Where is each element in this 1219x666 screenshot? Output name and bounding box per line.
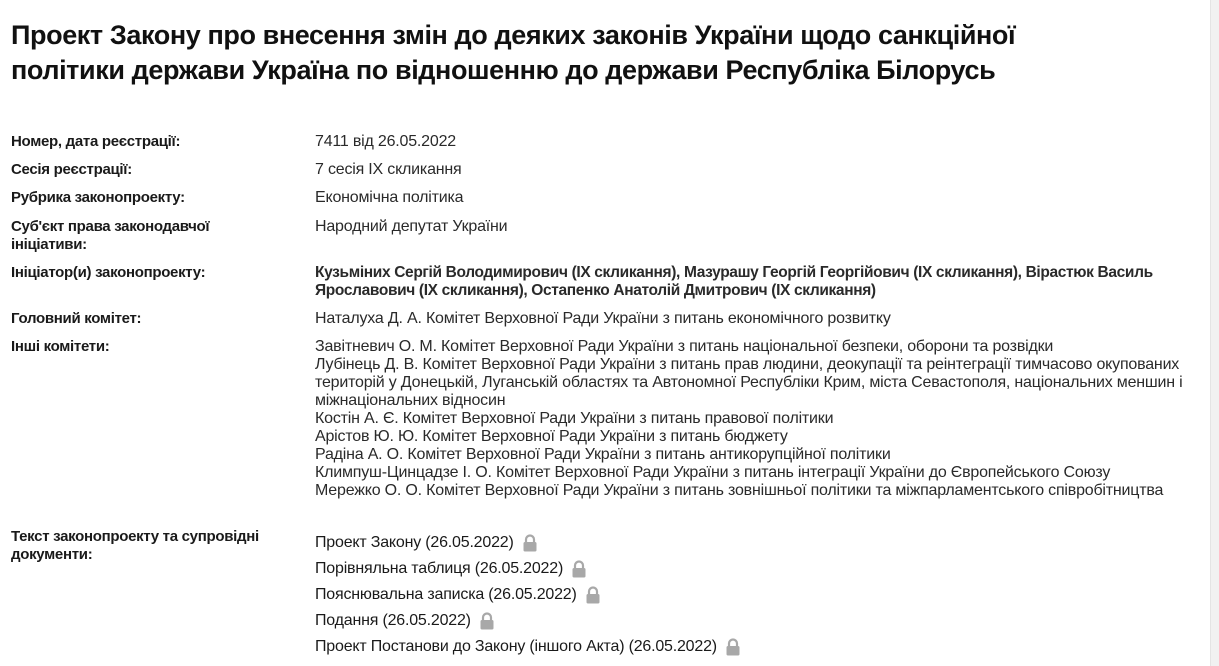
committee-item: Костін А. Є. Комітет Верховної Ради України з питань правової політики bbox=[315, 410, 834, 427]
registration-value: 7411 від 26.05.2022 bbox=[315, 133, 456, 150]
session-label: Сесія реєстрації: bbox=[11, 161, 132, 178]
other-committees-label: Інші комітети: bbox=[11, 338, 110, 355]
documents-list bbox=[315, 530, 1195, 660]
session-value: 7 сесія IX скликання bbox=[315, 161, 462, 178]
scrollbar-track[interactable] bbox=[1210, 0, 1219, 666]
document-link-text: Порівняльна таблиця (26.05.2022) bbox=[315, 560, 564, 577]
document-link-comparative-table[interactable] bbox=[315, 556, 1195, 582]
committee-item: Лубінець Д. В. Комітет Верховної Ради України з питань прав людини, деокупації та реінтеграції тимчасово окупованих територій у Донецькій, Луганській областях та Автономної Республіки Крим, міста Севастополя, національних меншин і міжнаціональних відносин bbox=[315, 356, 1183, 409]
registration-label: Номер, дата реєстрації: bbox=[11, 133, 181, 150]
document-link-explanatory-note[interactable] bbox=[315, 582, 1195, 608]
lock-icon bbox=[725, 638, 741, 656]
document-link-text: Проект Постанови до Закону (іншого Акта) (26.05.2022) bbox=[315, 638, 717, 655]
committee-item: Мережко О. О. Комітет Верховної Ради України з питань зовнішньої політики та міжпарламентського співробітництва bbox=[315, 482, 1164, 499]
documents-label: Текст законопроекту та супровідні документи: bbox=[11, 528, 259, 563]
committee-item: Климпуш-Цинцадзе І. О. Комітет Верховної Ради України з питань інтеграції України до Європейського Союзу bbox=[315, 464, 1111, 481]
committee-item: Завітневич О. М. Комітет Верховної Ради України з питань національної безпеки, оборони та розвідки bbox=[315, 338, 1054, 355]
document-link-draft-resolution[interactable] bbox=[315, 634, 1195, 660]
page-title: Проект Закону про внесення змін до деяких законів України щодо санкційної політики держави Україна по відношенню до держави Республіка Білорусь bbox=[11, 20, 1016, 85]
committee-item: Радіна А. О. Комітет Верховної Ради України з питань антикорупційної політики bbox=[315, 446, 891, 463]
document-link-text: Пояснювальна записка (26.05.2022) bbox=[315, 586, 577, 603]
main-committee-label: Головний комітет: bbox=[11, 310, 142, 327]
subject-value: Народний депутат України bbox=[315, 218, 508, 235]
lock-icon bbox=[585, 586, 601, 604]
rubric-value: Економічна політика bbox=[315, 189, 464, 206]
document-link-draft-law[interactable] bbox=[315, 530, 1195, 556]
initiators-value: Кузьміних Сергій Володимирович (IX скликання), Мазурашу Георгій Георгійович (IX скликання), Вірастюк Василь Ярославович (IX скликання), Остапенко Анатолій Дмитрович (IX скликання) bbox=[315, 264, 1153, 299]
document-link-submission[interactable] bbox=[315, 608, 1195, 634]
main-committee-value: Наталуха Д. А. Комітет Верховної Ради України з питань економічного розвитку bbox=[315, 310, 891, 327]
other-committees-list bbox=[315, 338, 1195, 500]
committee-item: Арістов Ю. Ю. Комітет Верховної Ради України з питань бюджету bbox=[315, 428, 788, 445]
initiators-label: Ініціатор(и) законопроекту: bbox=[11, 264, 206, 281]
lock-icon bbox=[571, 560, 587, 578]
lock-icon bbox=[522, 534, 538, 552]
document-link-text: Проект Закону (26.05.2022) bbox=[315, 534, 514, 551]
document-link-text: Подання (26.05.2022) bbox=[315, 612, 471, 629]
lock-icon bbox=[479, 612, 495, 630]
subject-label: Суб'єкт права законодавчої ініціативи: bbox=[11, 218, 210, 253]
rubric-label: Рубрика законопроекту: bbox=[11, 189, 185, 206]
